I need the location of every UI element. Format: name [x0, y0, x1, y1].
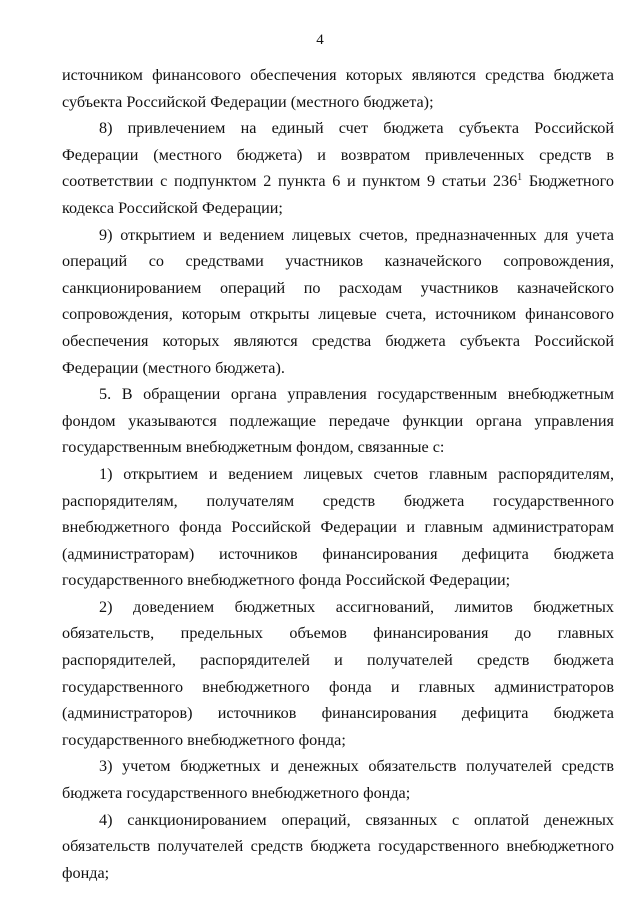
paragraph-item-4: 4) санкционированием операций, связанных с оплатой денежных обязательств получателей средств бюджета государственного внебюджетного фонда; [62, 810, 614, 882]
paragraph-item-1: 1) открытием и ведением лицевых счетов главным распорядителям, распорядителям, получателям средств бюджета государственного внебюджетного фонда Российской Федерации и главным администраторам (администраторам) источников финансирования дефицита бюджета государственного внебюджетного фонда Российской Федерации; [62, 464, 614, 590]
page-number: 4 [316, 32, 324, 48]
paragraph-continuation: источником финансового обеспечения которых являются средства бюджета субъекта Российской Федерации (местного бюджета); [62, 66, 614, 111]
document-body [62, 62, 614, 886]
paragraph-item-8-text: 8) привлечением на единый счет бюджета субъекта Российской Федерации (местного бюджета) и возвратом привлеченных средств в соответствии с подпунктом 2 пункта 6 и пунктом 9 статьи 236 [62, 119, 614, 191]
paragraph-item-9: 9) открытием и ведением лицевых счетов, предназначенных для учета операций со средствами участников казначейского сопровождения, санкционированием операций по расходам участников казначейского сопровождения, которым открыты лицевые счета, источником финансового обеспечения которых являются средства бюджета субъекта Российской Федерации (местного бюджета). [62, 225, 614, 377]
paragraph-section-5: 5. В обращении органа управления государственным внебюджетным фондом указываются подлежащие передаче функции органа управления государственным внебюджетным фондом, связанные с: [62, 385, 614, 457]
paragraph-item-2: 2) доведением бюджетных ассигнований, лимитов бюджетных обязательств, предельных объемов финансирования до главных распорядителей, распорядителей и получателей средств бюджета государственного внебюджетного фонда и главных администраторов (администраторов) источников финансирования дефицита бюджета государственного внебюджетного фонда; [62, 597, 614, 749]
superscript-footnote: 1 [517, 172, 523, 184]
paragraph-item-8 [62, 115, 614, 221]
paragraph-item-8-tail: Бюджетного кодекса Российской Федерации; [62, 172, 614, 217]
paragraph-item-3: 3) учетом бюджетных и денежных обязательств получателей средств бюджета государственного внебюджетного фонда; [62, 757, 614, 803]
